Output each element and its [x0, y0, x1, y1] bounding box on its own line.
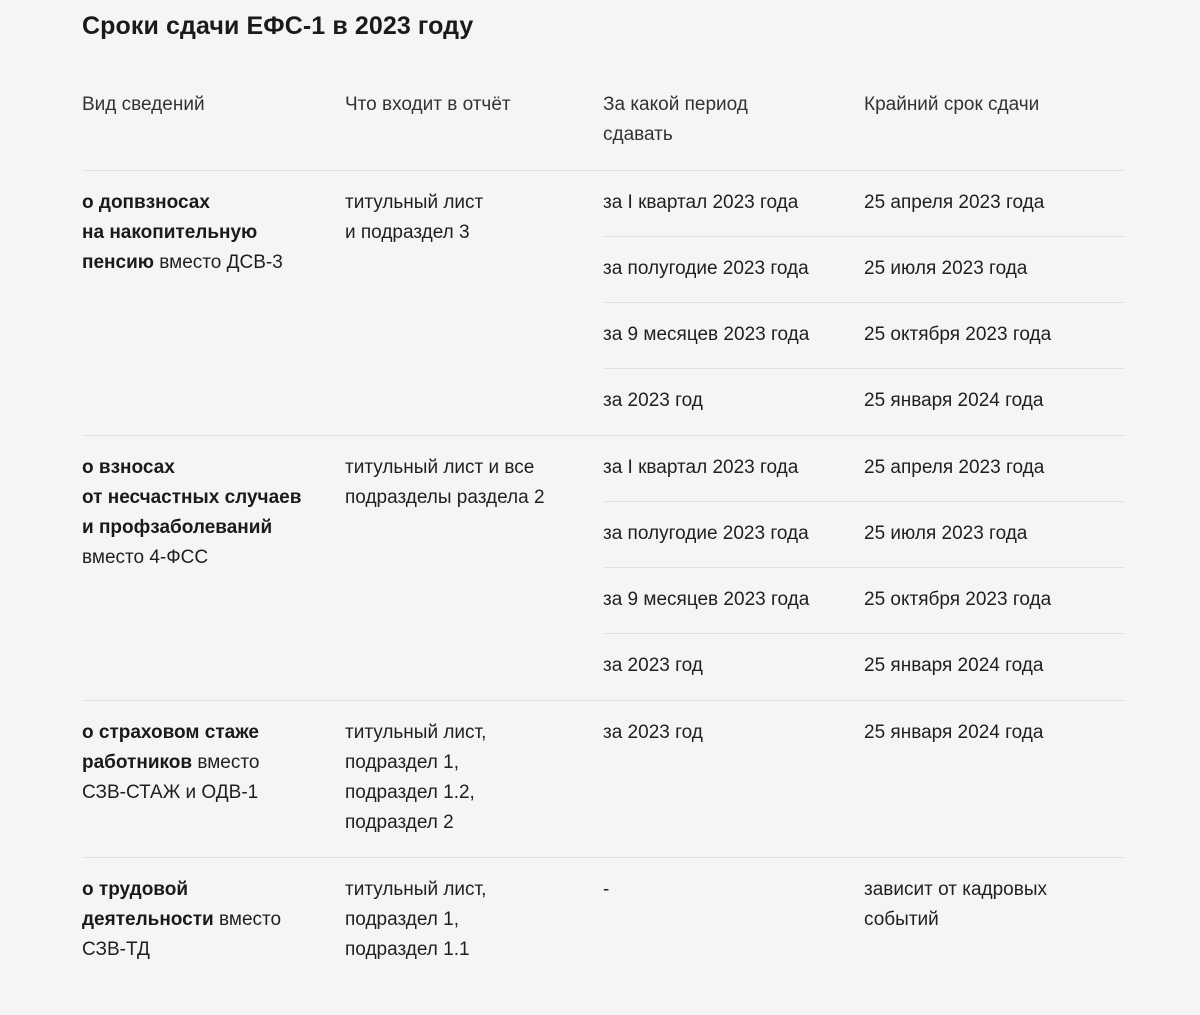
- table-row: [603, 701, 1125, 748]
- period-cell: за 2023 год: [603, 655, 703, 676]
- period-cell: за полугодие 2023 года: [603, 258, 809, 279]
- report-type: о взносах от несчастных случаев и профзаболеваний вместо 4-ФСС: [82, 457, 302, 568]
- deadline-cell: 25 апреля 2023 года: [864, 192, 1045, 213]
- report-contents: титульный лист, подраздел 1, подраздел 1.1: [345, 879, 487, 960]
- table-row: [603, 369, 1125, 435]
- deadline-cell: 25 апреля 2023 года: [864, 457, 1045, 478]
- table-row-group: [82, 171, 1125, 436]
- table-row: [603, 171, 1125, 237]
- report-contents: титульный лист и подраздел 3: [345, 192, 484, 243]
- header-contents: Что входит в отчёт: [345, 94, 511, 115]
- period-list: [603, 436, 1125, 700]
- table-row: [603, 634, 1125, 700]
- period-cell: за 9 месяцев 2023 года: [603, 324, 810, 345]
- deadline-cell: 25 октября 2023 года: [864, 589, 1052, 610]
- period-cell: за 2023 год: [603, 722, 703, 743]
- period-cell: -: [603, 879, 610, 900]
- period-cell: за I квартал 2023 года: [603, 192, 799, 213]
- period-list: [603, 701, 1125, 857]
- page-title: Сроки сдачи ЕФС-1 в 2023 году: [82, 12, 474, 40]
- report-type: о трудовой деятельности вместо СЗВ-ТД: [82, 879, 282, 960]
- report-contents: титульный лист и все подразделы раздела 2: [345, 457, 545, 508]
- period-cell: за I квартал 2023 года: [603, 457, 799, 478]
- deadline-cell: 25 июля 2023 года: [864, 523, 1028, 544]
- table-row: [603, 303, 1125, 369]
- header-deadline: Крайний срок сдачи: [864, 94, 1040, 115]
- period-list: [603, 171, 1125, 435]
- deadlines-table: [82, 90, 1125, 988]
- table-row-group: [82, 436, 1125, 701]
- table-row-group: [82, 701, 1125, 858]
- deadline-cell: 25 октября 2023 года: [864, 324, 1052, 345]
- table-row-group: [82, 858, 1125, 988]
- report-contents: титульный лист, подраздел 1, подраздел 1.2, подраздел 2: [345, 722, 487, 833]
- deadline-cell: 25 января 2024 года: [864, 722, 1044, 743]
- table-header: [82, 90, 1125, 171]
- table-row: [603, 237, 1125, 303]
- table-row: [603, 502, 1125, 568]
- table-row: [603, 568, 1125, 634]
- period-cell: за 2023 год: [603, 390, 703, 411]
- header-period: За какой период сдавать: [603, 94, 748, 145]
- period-cell: за полугодие 2023 года: [603, 523, 809, 544]
- period-cell: за 9 месяцев 2023 года: [603, 589, 810, 610]
- deadline-cell: зависит от кадровых событий: [864, 879, 1047, 930]
- table-row: [603, 436, 1125, 502]
- deadline-cell: 25 января 2024 года: [864, 655, 1044, 676]
- period-list: [603, 858, 1125, 988]
- deadline-cell: 25 января 2024 года: [864, 390, 1044, 411]
- deadline-cell: 25 июля 2023 года: [864, 258, 1028, 279]
- report-type: о страховом стаже работников вместо СЗВ-СТАЖ и ОДВ-1: [82, 722, 260, 803]
- header-type: Вид сведений: [82, 94, 205, 115]
- report-type: о допвзносах на накопительную пенсию вместо ДСВ-3: [82, 192, 283, 273]
- table-row: [603, 858, 1125, 935]
